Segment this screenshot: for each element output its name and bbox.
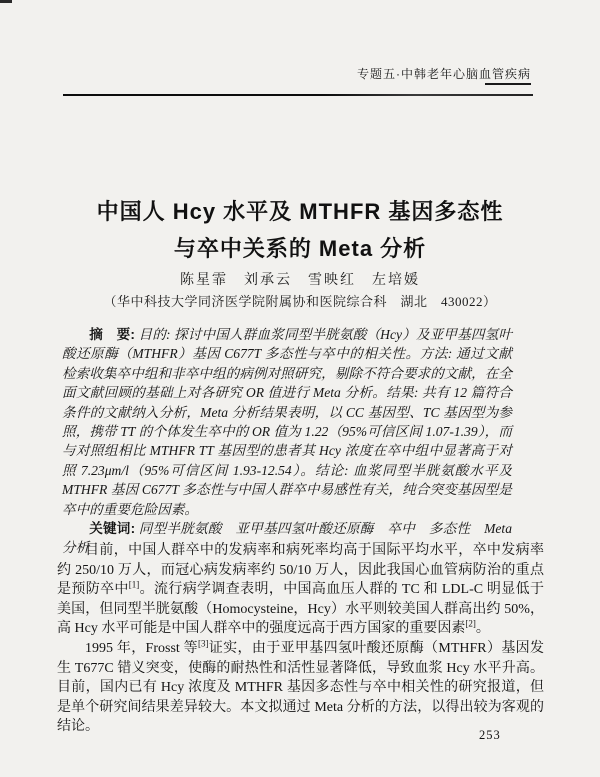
article-body [57, 541, 544, 737]
authors-line: 陈星霏 刘承云 雪映红 左培媛 [180, 273, 420, 288]
citation-1: [1] [128, 579, 140, 590]
body-paragraph-2 [57, 639, 544, 737]
scan-artifact-mark [0, 0, 12, 3]
keywords-label: 关键词: [89, 521, 136, 537]
abstract-text-1: 目的: 探讨中国人群血浆同型半胱氨酸（Hcy）及亚甲基四氢叶酸还原酶（MTHFR）基因 C677T 多态性与卒中的相关性。方法: 通过文献检索收集卒中组和非卒中组的病例对照研究，剔除不符合要求的文献，在全面文献回顾的基础上对各研究 [62, 327, 512, 401]
abstract-or-italic-2: OR [251, 424, 271, 440]
abstract-or-italic-1: OR [245, 385, 264, 401]
running-head-underline [485, 83, 531, 85]
citation-3: [3] [197, 638, 209, 649]
running-head: 专题五·中韩老年心脑血管疾病 [357, 67, 531, 81]
citation-2: [2] [465, 618, 476, 629]
page-number: 253 [479, 728, 501, 742]
article-title-line2: 与卒中关系的 Meta 分析 [173, 236, 427, 261]
body-p2-text-1: 1995 年，Frosst 等 [85, 640, 198, 656]
affiliation-line: （华中科技大学同济医学院附属协和医院综合科 湖北 430022） [103, 294, 497, 309]
abstract-paragraph [62, 325, 512, 519]
abstract-text-2: 值进行 Meta 分析。结果: 共有 12 篇符合条件的文献纳入分析，Meta 分析结果表明，以 CC 基因型、TC 基因型为参照，携带 TT 的个体发生卒中的 [62, 385, 512, 440]
article-title [0, 193, 600, 267]
body-p1-text-2: 。流行病学调查表明，中国高血压人群的 TC 和 LDL-C 明显低于美国，但同型半胱氨酸（Homocysteine，Hcy）水平则较美国人群高出约 50%，高 Hcy 水平可能是中国人群卒中的强度远高于西方国家的重要因素 [57, 582, 544, 637]
body-paragraph-1 [57, 541, 544, 639]
abstract-section [62, 325, 512, 558]
body-p2-text-2: 证实，由于亚甲基四氢叶酸还原酶（MTHFR）基因发生 T677C 错义突变，使酶的耐热性和活性显著降低，导致血浆 Hcy 水平升高。目前，国内已有 Hcy 浓度及 MTHFR 基因多态性与卒中相关性的研究报道，但是单个研究间结果差异较大。本文拟通过 Meta 分析的方法，以得出较为客观的结论。 [57, 640, 545, 735]
header-rule [63, 94, 533, 96]
keywords-text: 同型半胱氨酸 亚甲基四氢叶酸还原酶 卒中 多态性 Meta 分析 [62, 521, 513, 556]
abstract-label: 摘 要: [89, 327, 135, 342]
abstract-text-3: 值为 1.22（95%可信区间 1.07-1.39），而与对照组相比 MTHFR TT 基因型的患者其 Hcy 浓度在卒中组中显著高于对照 7.23μm/l（95%可信区间 1.93-12.54）。结论: 血浆同型半胱氨酸水平及 MTHFR 基因 C677T 多态性与中国人群卒中易感性有关，纯合突变基因型是卒中的重要危险因素。 [62, 424, 512, 517]
article-title-line1: 中国人 Hcy 水平及 MTHFR 基因多态性 [96, 199, 504, 224]
body-p1-text-1: 目前，中国人群卒中的发病率和病死率均高于国际平均水平，卒中发病率约 250/10 万人，而冠心病发病率约 50/10 万人，因此我国心血管病防治的重点是预防卒中 [57, 543, 544, 598]
body-p1-text-3: 。 [475, 621, 490, 637]
